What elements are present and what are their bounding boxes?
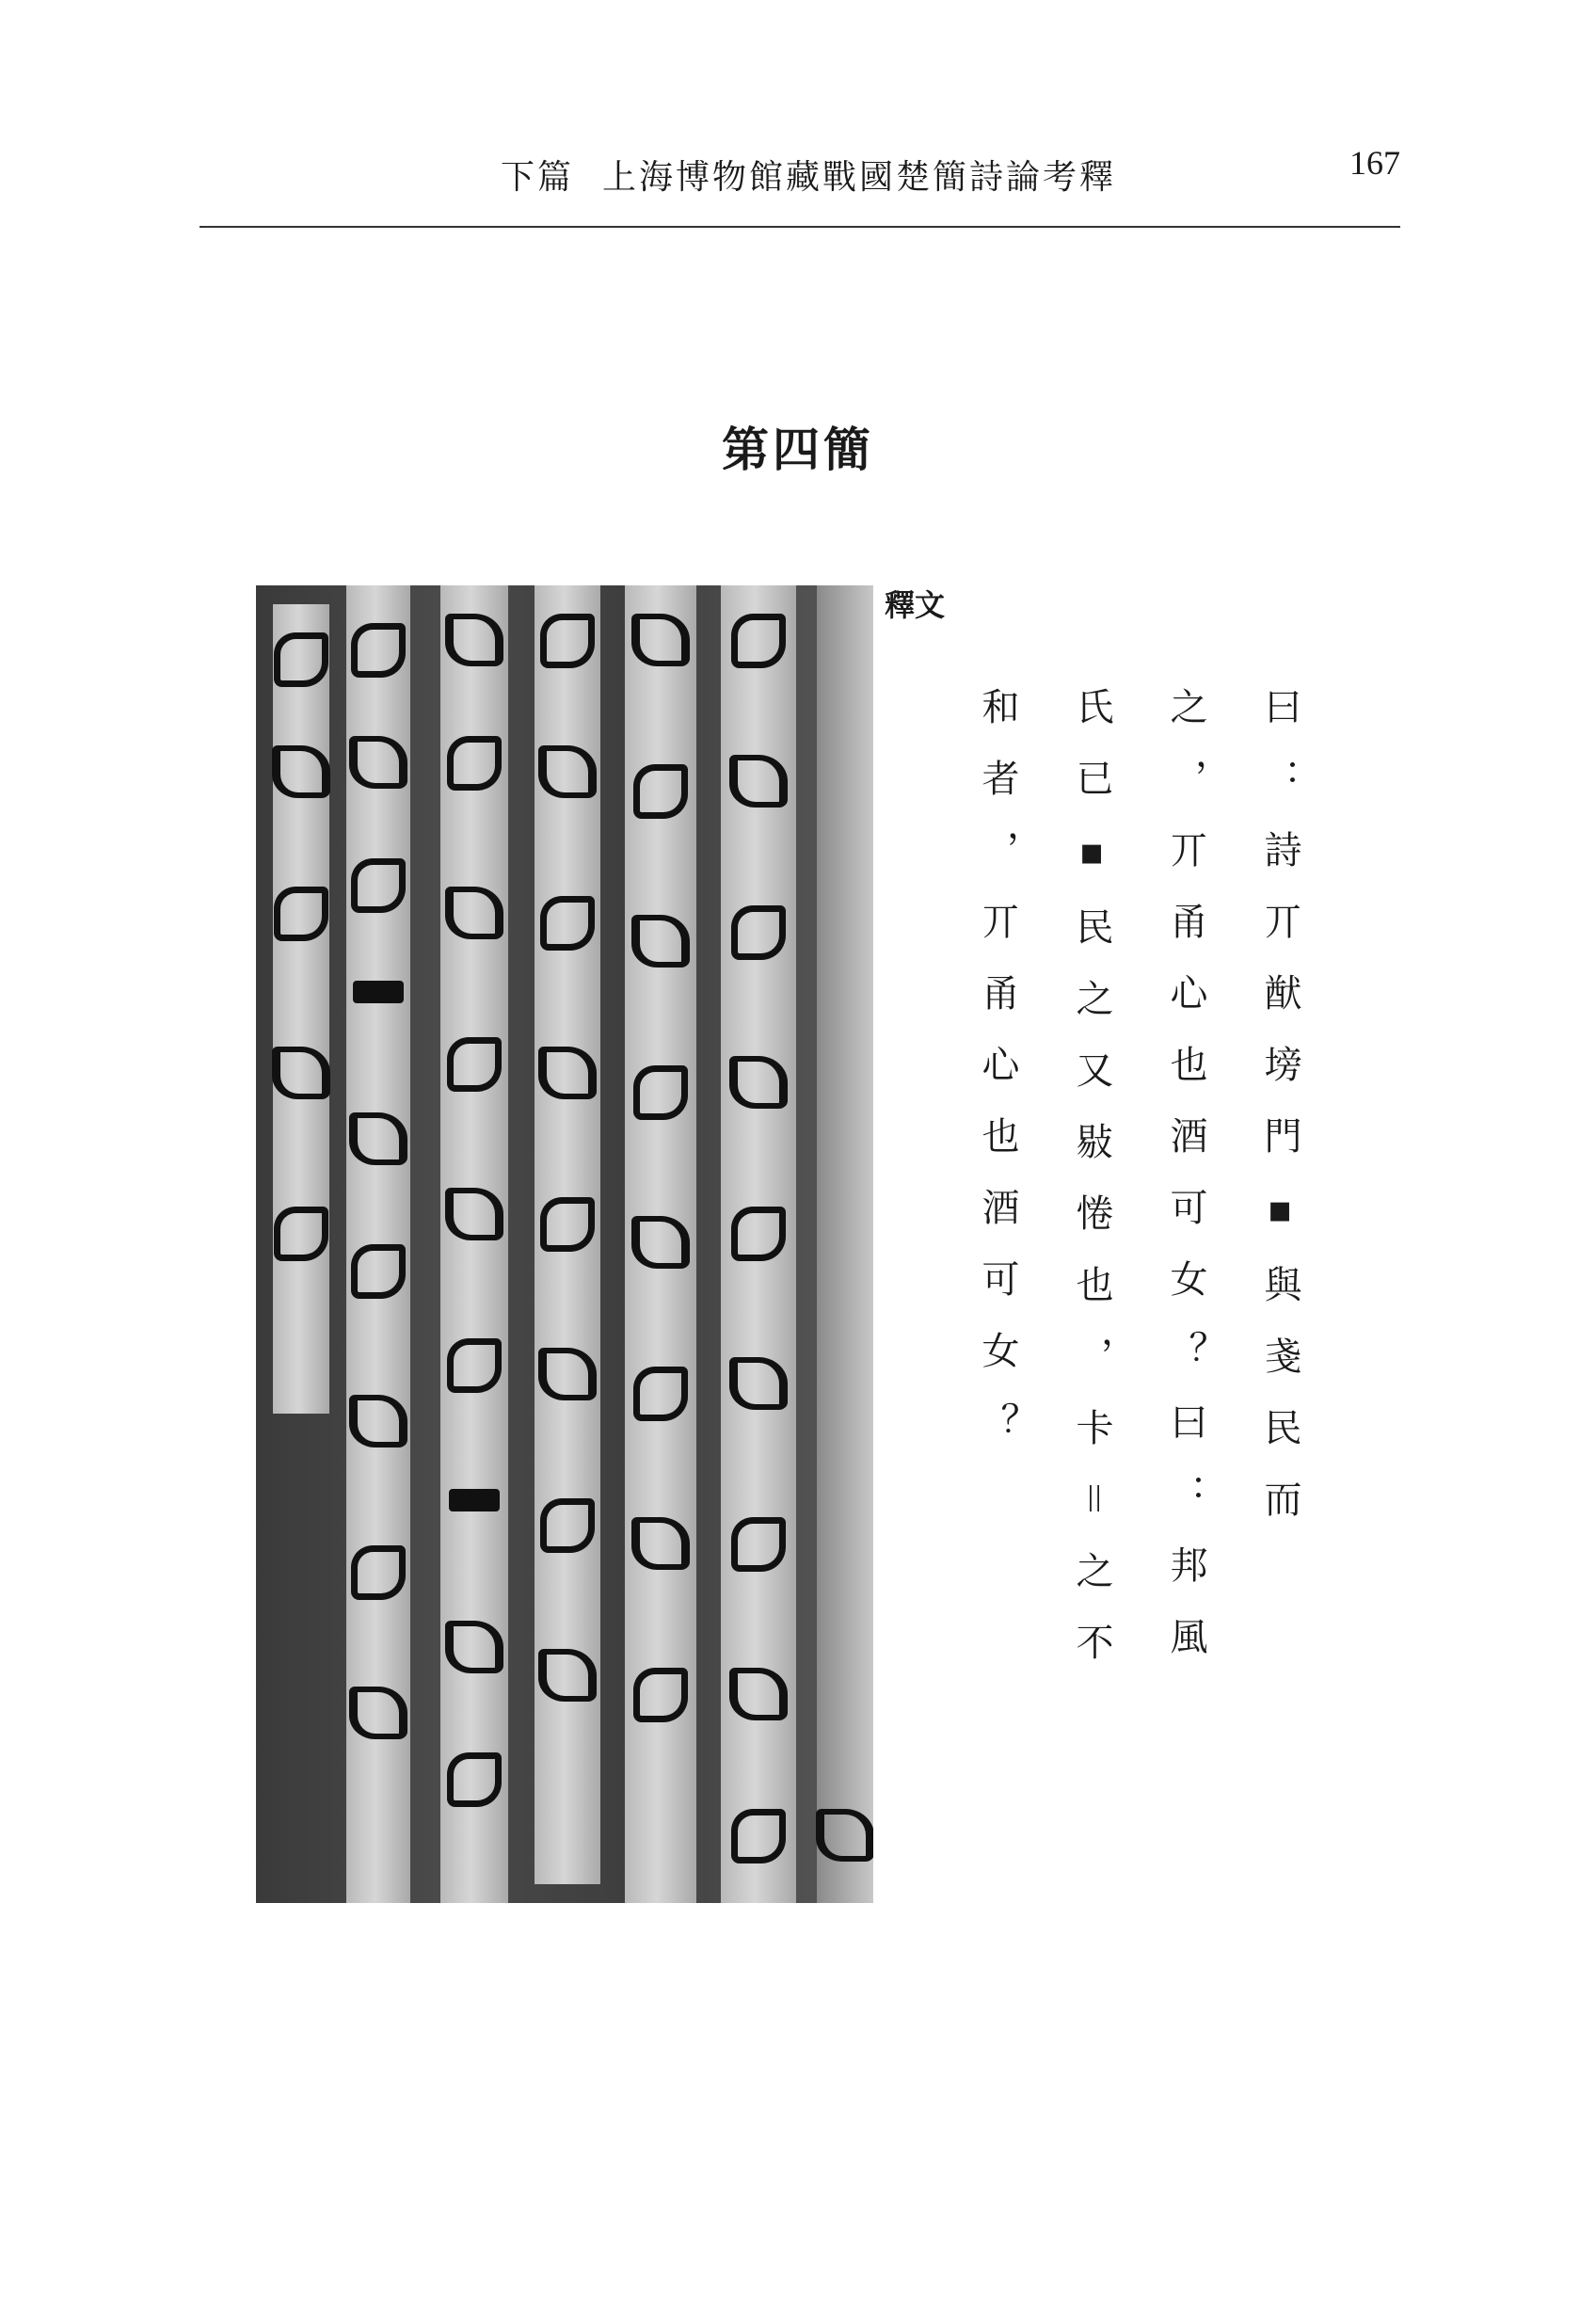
transcription-column-1: 曰：詩丌猷塝門▪與戔民而 [1258, 687, 1301, 1551]
slip-glyph [274, 1207, 328, 1261]
bamboo-slip [440, 585, 508, 1903]
bamboo-slip [346, 585, 410, 1903]
slip-glyph [447, 1037, 502, 1092]
slip-glyph [633, 764, 688, 819]
slip-glyph [631, 1216, 690, 1269]
bamboo-slip [273, 604, 329, 1414]
slip-glyph [445, 614, 503, 666]
transcription-column-3: 氏已▪民之又敡惓也，卡＝之不 [1070, 687, 1113, 1694]
bamboo-slip-photo [256, 585, 873, 1903]
slip-glyph [540, 896, 595, 951]
page-number: 167 [1349, 144, 1400, 182]
slip-glyph [729, 1668, 788, 1720]
slip-glyph [349, 1395, 407, 1447]
slip-glyph [731, 1809, 786, 1863]
slip-glyph [540, 1498, 595, 1553]
slip-glyph [729, 755, 788, 808]
running-title [501, 151, 1116, 199]
slip-glyph [447, 1752, 502, 1807]
slip-glyph [445, 1188, 503, 1240]
slip-glyph [353, 981, 404, 1003]
slip-glyph [538, 1047, 597, 1099]
slip-glyph [272, 745, 330, 798]
slip-glyph [445, 1621, 503, 1673]
running-title-part: 下篇 [501, 158, 575, 197]
slip-glyph [633, 1367, 688, 1421]
slip-glyph [272, 1047, 330, 1099]
slip-glyph [731, 905, 786, 960]
running-title-text: 上海博物館藏戰國楚簡詩論考釋 [602, 158, 1117, 197]
slip-glyph [631, 1517, 690, 1570]
slip-glyph [449, 1489, 500, 1511]
slip-glyph [631, 614, 690, 666]
transcription-label: 釋文 [885, 587, 946, 623]
slip-glyph [538, 1649, 597, 1702]
slip-glyph [349, 1112, 407, 1165]
slip-glyph [351, 858, 406, 913]
section-heading: 第四簡 [722, 423, 874, 477]
transcription-column-2: 之，丌甬心也酒可女？曰：邦風 [1164, 687, 1207, 1688]
slip-glyph [540, 614, 595, 668]
transcription-text [941, 687, 1336, 1694]
slip-glyph [816, 1809, 873, 1862]
slip-glyph [351, 1244, 406, 1299]
slip-glyph [538, 1348, 597, 1400]
slip-glyph [445, 887, 503, 939]
slip-glyph [633, 1065, 688, 1120]
bamboo-slip [817, 585, 873, 1903]
slip-glyph [731, 614, 786, 668]
slip-glyph [633, 1668, 688, 1722]
slip-glyph [731, 1207, 786, 1261]
slip-glyph [349, 1687, 407, 1739]
bamboo-slip [535, 585, 600, 1884]
slip-glyph [729, 1056, 788, 1109]
slip-glyph [447, 736, 502, 791]
transcription-column-4: 和者，丌甬心也酒可女？ [976, 687, 1019, 1474]
slip-glyph [274, 887, 328, 941]
slip-glyph [274, 632, 328, 687]
slip-glyph [540, 1197, 595, 1252]
slip-glyph [731, 1517, 786, 1572]
page-header [200, 141, 1400, 228]
slip-glyph [538, 745, 597, 798]
bamboo-slip [721, 585, 796, 1903]
slip-glyph [631, 915, 690, 968]
slip-glyph [729, 1357, 788, 1410]
slip-glyph [447, 1338, 502, 1393]
slip-glyph [351, 623, 406, 678]
slip-glyph [349, 736, 407, 789]
slip-glyph [351, 1545, 406, 1600]
bamboo-slip [625, 585, 696, 1903]
